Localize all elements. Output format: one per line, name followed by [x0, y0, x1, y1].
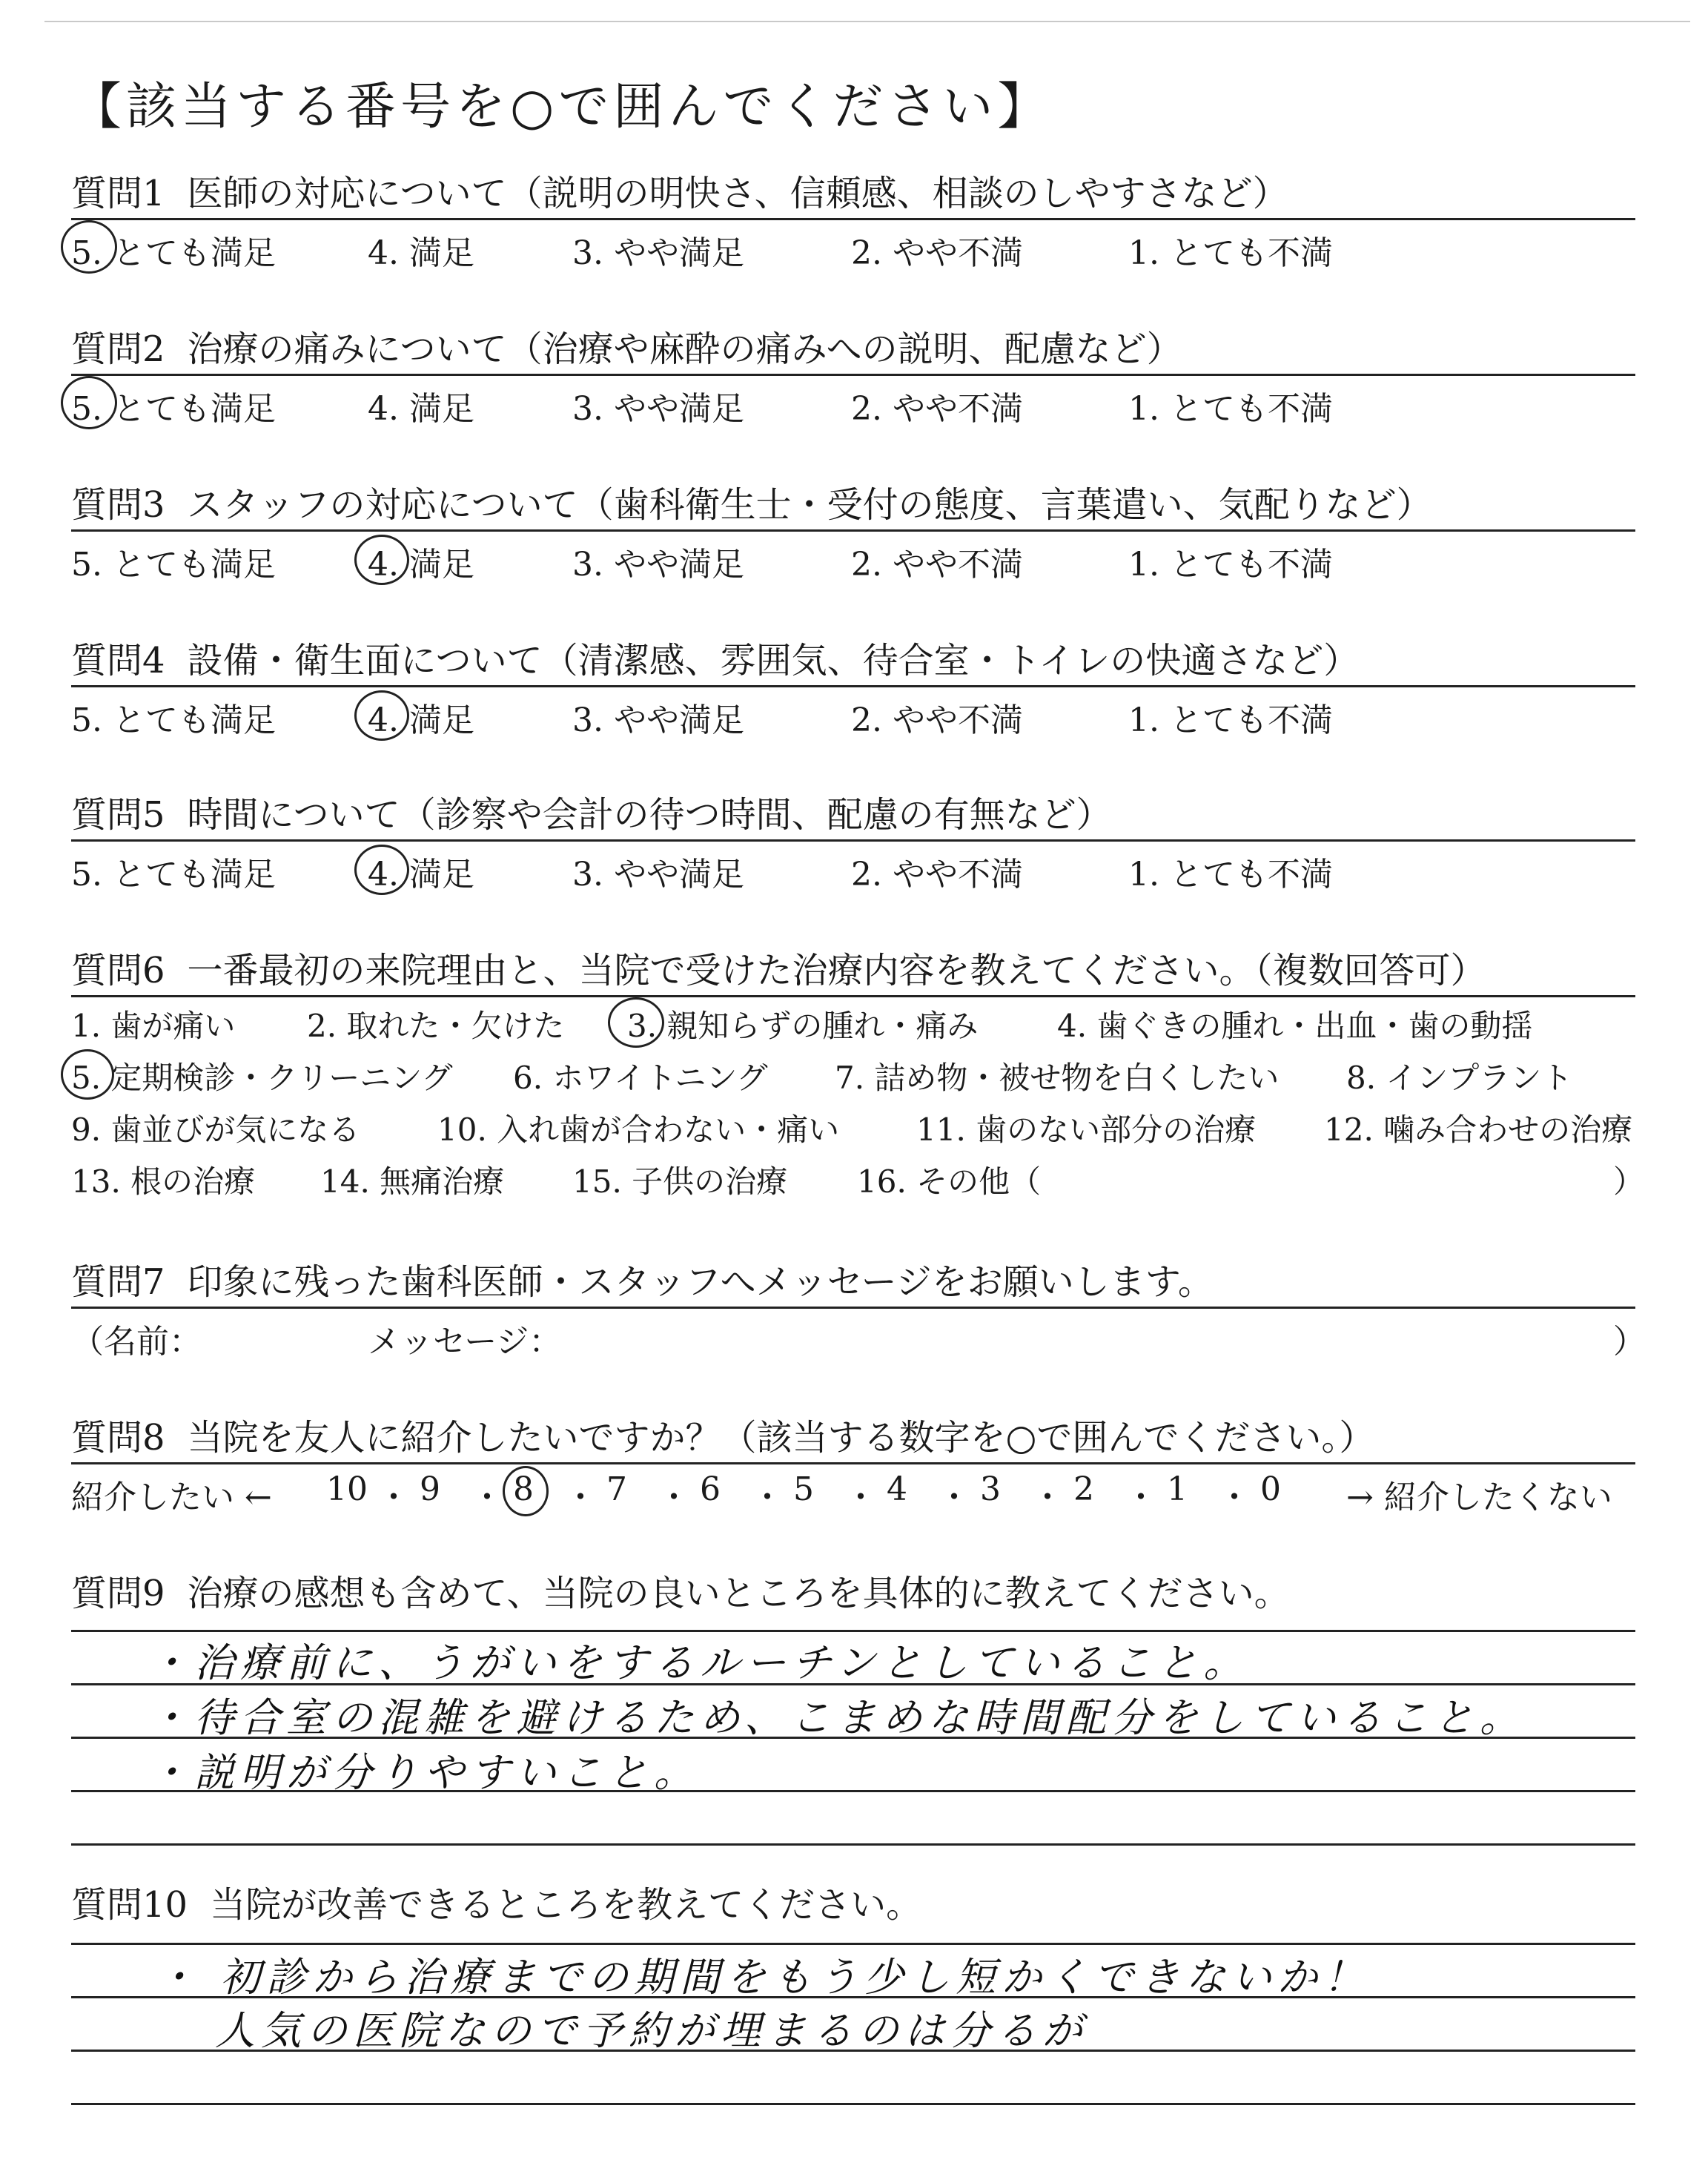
- question-text: 治療の感想も含めて、当院の良いところを具体的に教えてください。: [187, 1573, 1290, 1614]
- option-5[interactable]: 5. とても満足: [71, 856, 276, 894]
- question-number: 質問5: [71, 794, 165, 836]
- reason-option[interactable]: 5. 定期検診・クリーニング: [71, 1060, 453, 1096]
- name-label: （名前：: [71, 1323, 202, 1361]
- question-8: [71, 1409, 1635, 1518]
- recommend-left-label: 紹介したい ←: [71, 1479, 272, 1516]
- question-text: 一番最初の来院理由と、当院で受けた治療内容を教えてください。（複数回答可）: [187, 950, 1486, 991]
- selection-circle: [61, 220, 117, 274]
- scale-value-5[interactable]: 5: [793, 1470, 814, 1508]
- question-text: スタッフの対応について（歯科衛生士・受付の態度、言葉遣い、気配りなど）: [187, 484, 1432, 526]
- option-1[interactable]: 1. とても不満: [1128, 856, 1333, 894]
- question-2: [71, 320, 1635, 429]
- scale-value-4[interactable]: 4: [887, 1470, 907, 1508]
- option-1[interactable]: 1. とても不満: [1128, 701, 1333, 739]
- question-number: 質問1: [71, 173, 165, 214]
- question-7: [71, 1253, 1646, 1362]
- option-4[interactable]: 4. 満足: [368, 856, 474, 894]
- reason-option[interactable]: 12. 噛み合わせの治療: [1324, 1112, 1633, 1148]
- scale-separator: ・: [1218, 1479, 1251, 1516]
- reason-option[interactable]: 11. 歯のない部分の治療: [916, 1112, 1257, 1148]
- question-number: 質問6: [71, 950, 165, 991]
- question-text: 治療の痛みについて（治療や麻酔の痛みへの説明、配慮など）: [187, 328, 1182, 370]
- handwritten-answer: ・待合室の混雑を避けるため、こまめな時間配分をしていること。: [148, 1694, 1526, 1741]
- selection-circle: [61, 1049, 114, 1100]
- question-number: 質問9: [71, 1573, 165, 1614]
- option-1[interactable]: 1. とても不満: [1128, 546, 1333, 584]
- question-6: [71, 942, 1645, 1205]
- reason-option[interactable]: 6. ホワイトニング: [513, 1060, 768, 1096]
- option-2[interactable]: 2. やや不満: [851, 856, 1023, 894]
- writing-line: [71, 1843, 1635, 1846]
- message-label: メッセージ：: [368, 1323, 562, 1361]
- selection-circle: [503, 1466, 549, 1516]
- option-3[interactable]: 3. やや満足: [572, 546, 744, 584]
- writing-line: [71, 2103, 1635, 2105]
- scale-separator: ・: [564, 1479, 597, 1516]
- recommend-right-label: → 紹介したくない: [1346, 1479, 1612, 1516]
- question-number: 質問3: [71, 484, 165, 526]
- question-9: [71, 1565, 1635, 1618]
- reason-option[interactable]: 7. 詰め物・被せ物を白くしたい: [835, 1060, 1280, 1096]
- option-3[interactable]: 3. やや満足: [572, 856, 744, 894]
- close-paren: ）: [1613, 1323, 1646, 1361]
- question-number: 質問7: [71, 1261, 165, 1303]
- reason-option[interactable]: 3. 親知らずの腫れ・痛み: [627, 1008, 979, 1044]
- question-1: [71, 165, 1635, 274]
- reason-option[interactable]: 10. 入れ歯が合わない・痛い: [437, 1112, 840, 1148]
- scale-separator: ・: [658, 1479, 690, 1516]
- option-5[interactable]: 5. とても満足: [71, 390, 276, 428]
- scale-value-3[interactable]: 3: [980, 1470, 1001, 1508]
- question-10: [71, 1876, 1635, 1929]
- scale-value-1[interactable]: 1: [1167, 1470, 1188, 1508]
- handwritten-answer: ・ 初診から治療までの期間をもう少し短かくできないか！: [156, 1954, 1370, 2001]
- top-border: [44, 21, 1690, 22]
- handwritten-answer: ・説明が分りやすいこと。: [148, 1749, 700, 1796]
- selection-circle: [354, 535, 409, 585]
- selection-circle: [354, 845, 409, 895]
- handwritten-answer: 人気の医院なので予約が埋まるのは分るが: [215, 2007, 1088, 2054]
- question-number: 質問8: [71, 1417, 165, 1459]
- question-4: [71, 632, 1635, 741]
- option-1[interactable]: 1. とても不満: [1128, 234, 1333, 272]
- question-text: 医師の対応について（説明の明快さ、信頼感、相談のしやすさなど）: [187, 173, 1288, 214]
- option-4[interactable]: 4. 満足: [368, 546, 474, 584]
- option-2[interactable]: 2. やや不満: [851, 546, 1023, 584]
- scale-separator: ・: [377, 1479, 410, 1516]
- question-5: [71, 786, 1635, 895]
- reason-option[interactable]: 15. 子供の治療: [572, 1163, 788, 1200]
- scale-value-0[interactable]: 0: [1260, 1470, 1281, 1508]
- option-5[interactable]: 5. とても満足: [71, 701, 276, 739]
- scale-value-8[interactable]: 8: [513, 1470, 534, 1508]
- option-1[interactable]: 1. とても不満: [1128, 390, 1333, 428]
- option-3[interactable]: 3. やや満足: [572, 234, 744, 272]
- reason-option[interactable]: 14. 無痛治療: [320, 1163, 505, 1200]
- option-2[interactable]: 2. やや不満: [851, 390, 1023, 428]
- selection-circle: [61, 376, 117, 429]
- scale-value-7[interactable]: 7: [606, 1470, 627, 1508]
- page-title: 【該当する番号を○で囲んでください】: [71, 78, 1053, 136]
- option-2[interactable]: 2. やや不満: [851, 701, 1023, 739]
- scale-separator: ・: [938, 1479, 970, 1516]
- selection-circle: [354, 690, 409, 741]
- question-text: 当院が改善できるところを教えてください。: [210, 1884, 922, 1926]
- reason-option[interactable]: 8. インプラント: [1346, 1060, 1573, 1096]
- reason-option[interactable]: 4. 歯ぐきの腫れ・出血・歯の動揺: [1057, 1008, 1533, 1044]
- option-3[interactable]: 3. やや満足: [572, 701, 744, 739]
- scale-value-9[interactable]: 9: [420, 1470, 440, 1508]
- question-number: 質問4: [71, 640, 165, 681]
- reason-option[interactable]: 16. その他（: [857, 1163, 1042, 1200]
- scale-value-2[interactable]: 2: [1073, 1470, 1094, 1508]
- question-text: 当院を友人に紹介したいですか？（該当する数字を○で囲んでください。）: [187, 1417, 1375, 1459]
- option-5[interactable]: 5. とても満足: [71, 234, 276, 272]
- option-4[interactable]: 4. 満足: [368, 701, 474, 739]
- writing-line: [71, 1943, 1635, 1945]
- scale-separator: ・: [751, 1479, 784, 1516]
- scale-value-10[interactable]: 10: [326, 1470, 368, 1508]
- option-3[interactable]: 3. やや満足: [572, 390, 744, 428]
- question-number: 質問10: [71, 1884, 188, 1926]
- option-5[interactable]: 5. とても満足: [71, 546, 276, 584]
- question-text: 設備・衛生面について（清潔感、雰囲気、待合室・トイレの快適さなど）: [187, 640, 1360, 681]
- reason-option[interactable]: 9. 歯並びが気になる: [71, 1112, 360, 1148]
- question-text: 印象に残った歯科医師・スタッフへメッセージをお願いします。: [187, 1261, 1214, 1303]
- close-paren: ）: [1613, 1163, 1645, 1200]
- reason-option[interactable]: 13. 根の治療: [71, 1163, 256, 1200]
- question-3: [71, 476, 1635, 585]
- scale-separator: ・: [844, 1479, 877, 1516]
- reason-option[interactable]: 1. 歯が痛い: [71, 1008, 236, 1044]
- option-4[interactable]: 4. 満足: [368, 234, 474, 272]
- scale-separator: ・: [1031, 1479, 1064, 1516]
- question-text: 時間について（診察や会計の待つ時間、配慮の有無など）: [187, 794, 1112, 836]
- scale-separator: ・: [471, 1479, 503, 1516]
- question-number: 質問2: [71, 328, 165, 370]
- reason-option[interactable]: 2. 取れた・欠けた: [307, 1008, 565, 1044]
- scale-separator: ・: [1125, 1479, 1157, 1516]
- option-4[interactable]: 4. 満足: [368, 390, 474, 428]
- option-2[interactable]: 2. やや不満: [851, 234, 1023, 272]
- handwritten-answer: ・治療前に、うがいをするルーチンとしていること。: [148, 1639, 1250, 1686]
- scale-value-6[interactable]: 6: [700, 1470, 721, 1508]
- selection-circle: [608, 997, 664, 1048]
